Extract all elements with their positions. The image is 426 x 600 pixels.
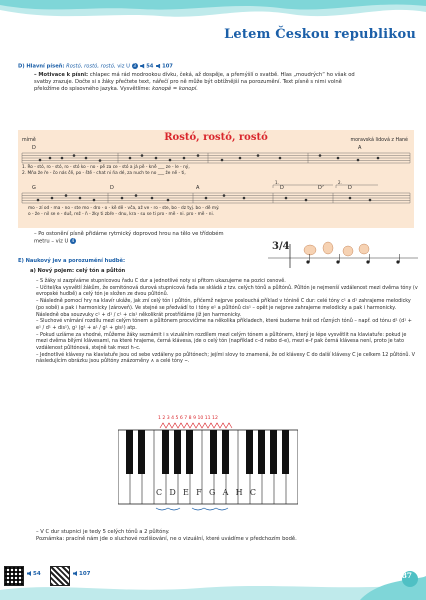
section-d-ref: viz U <box>117 63 130 70</box>
scale-summary: – V C dur stupnici je tedy 5 celých tónů a 2 půltóny. Poznámka: pracíně nám jde o sluchové rozlišování, ne o vizuální, které uvádíme v předchozím bodě. <box>36 529 297 543</box>
motivation-paragraph: – Motivace k písni: chlapec má rád modrookou dívku, čeká, až dospěje, a přemýšlí o svatbě. Hlas „moudrých“ ho však od svatby zrazuje. Dočte si s žáky přečtete text, nářečí pro ně může být obtížnější na porozumění. Text písně s nimi volně přeložíme do spisovného jazyka. Vysvětlíme: konopě = konopí. <box>34 72 355 93</box>
lyrics-line: o - že - nil se e - duš, rež - ň - žky ti zbře - dnu, kra - su se ti pro - mě - ni. pro - mě - ni. <box>28 211 215 217</box>
footer-audio-ref: 54 <box>26 571 41 577</box>
subsection-a-heading: a) Nový pojem: celý tón a půltón <box>30 268 126 274</box>
song-sheet <box>18 130 414 228</box>
chord-label: D <box>280 185 284 191</box>
body-percussion-illustration <box>268 240 418 272</box>
section-e-list <box>36 278 418 365</box>
key-letters <box>156 488 256 497</box>
chord-label: A <box>196 185 200 191</box>
list-item: – Jednotlivé klávesy na klaviatuře jsou od sebe vzdáleny po půltónech; jejími slovy to znamená, že od klávesy C do další klávesy C je celkem 12 půltónů. V následujícím obrázku jsou půltóny znázorněny ∧ a celé tóny ⌣. <box>36 351 415 365</box>
audio-ref-2: 107 <box>162 63 173 70</box>
chord-label: D <box>110 185 114 191</box>
semitone-numbers: 1 2 3 4 5 6 7 8 9 10 11 12 <box>158 416 218 421</box>
chord-label: A <box>358 145 362 151</box>
key-label: C <box>156 488 163 497</box>
list-item: – Sluchové vnímání rozdílu mezi celým tónem a půltónem procvičíme na několika příkladech, které budeme hrát od různých tónů – např. od tónu d¹ (d¹ + e¹ / d¹ + dis¹), g¹ (g¹ + a¹ / g¹ + gis¹) atp. <box>36 318 412 331</box>
key-label: A <box>222 488 229 497</box>
section-d-heading <box>18 63 418 71</box>
section-d-letter: D) <box>18 63 25 70</box>
key-label: H <box>235 488 243 497</box>
list-item: – Učitel/ka vysvětlí žákům, že osmitónová durová stupnicová řada se skládá z tzv. celých tónů a půltónů. Půltón je nejmenší vzdálenost mezi dvěma tóny (v evropské hudbě) a celý tón je složen ze dvou půltónů. <box>36 284 418 298</box>
semitone-arcs <box>160 423 232 428</box>
key-label: C <box>249 488 256 497</box>
clap-hands-icon <box>304 242 369 256</box>
volta-1: 1. <box>275 180 279 185</box>
chord-label: D⁷ <box>318 185 324 191</box>
page-number: 87 <box>401 571 412 580</box>
chord-label: D <box>32 145 36 151</box>
list-item: – S žáky si zazpíváme stupnicovou řadu C dur a jednotlivé noty si přitom ukazujeme na pozici osnově. <box>36 278 286 284</box>
qr-code-icon[interactable] <box>4 566 24 586</box>
audio-speaker-icon[interactable] <box>156 64 161 69</box>
lyrics-line: mo - zí od - ma - no - ste mo - dro - o - kě dě - vča, až ve - ro - ste, bo - dz tyj. bo - dě mý. <box>28 206 220 211</box>
page-title: Letem Českou republikou <box>224 27 416 42</box>
whole-tone-brackets <box>156 508 228 510</box>
song-region: moravská lidová z Hané <box>350 138 408 143</box>
footer-audio-ref: 107 <box>72 571 90 577</box>
key-label: E <box>183 488 189 497</box>
audio-ref-1: 54 <box>146 63 154 70</box>
piano-keyboard <box>118 416 298 512</box>
chord-label: D <box>348 185 352 191</box>
volta-2: 2. <box>338 180 342 185</box>
chord-label: G <box>32 185 36 191</box>
list-item: – Pokud uzíáme za vhodné, můžeme žáky seznámit i s vizuálním rozdílem mezi celým tónem a půltónem, který je lépe vysvětlit na klaviatuře: pokud je mezi dvěma bílými klávesami, na které hrajeme, černá klávesa, jde o celý tón (například c–d nebo d–e), mezi e–f pak černá klávesa není, proto je tato vzdálenost půltónová, stejně tak mezi h–c. <box>36 331 407 352</box>
section-e-heading: E) Naukový jev a porozumění hudbě: <box>18 258 126 264</box>
key-label: G <box>208 488 216 497</box>
song-tempo: mírně <box>22 138 36 143</box>
section-d-song: Rostó, rostó, rostó, <box>66 63 116 70</box>
footer <box>0 560 426 600</box>
qr-code-icon[interactable] <box>50 566 70 586</box>
workbook-badge: 4 <box>71 238 75 244</box>
list-item: – Následně pomocí hry na klavír ukáže, jak zní celý tón i půltón, přičemž nejprve poslouchá příklad v tónině C dur: celé tóny c¹ a d¹ zahrajeme melodicky (po sobě) a pak i harmonicky (zároveň). Ve stejné se předvádí to i tóny e¹ a půltónů cis¹ – opět je nejprve zahrajeme melodicky a pak i harmonicky. Následně oba souzvuky c¹ + d¹ / c¹ + cis¹ několikrát prostřídáme již jen harmonicky. <box>36 298 411 318</box>
key-label: F <box>196 488 202 497</box>
key-label: D <box>169 488 176 497</box>
audio-speaker-icon[interactable] <box>140 64 145 69</box>
time-signature: 3/4 <box>272 241 290 252</box>
song-title: Rostó, rostó, rostó <box>164 132 268 143</box>
workbook-badge: 3 <box>133 63 136 68</box>
rhythm-paragraph: – Po ostonění písně přidáme rytmický doprovod hrou na tělo ve třídobém metru – viz U 4 <box>34 231 224 245</box>
section-d-label: Hlavní píseň: <box>26 63 65 70</box>
lyrics-line: 1. Ro - stó, ro - stó, ro - stó ko - no - pě za ce - stó a já pě - kně ___ ze - le - ný, <box>22 165 190 170</box>
lyrics-line: 2. Mňa že ře - čo nás čě, po - ště - chat ni ňa dé, za nuch te no ___ že ně - ti, <box>22 170 186 176</box>
